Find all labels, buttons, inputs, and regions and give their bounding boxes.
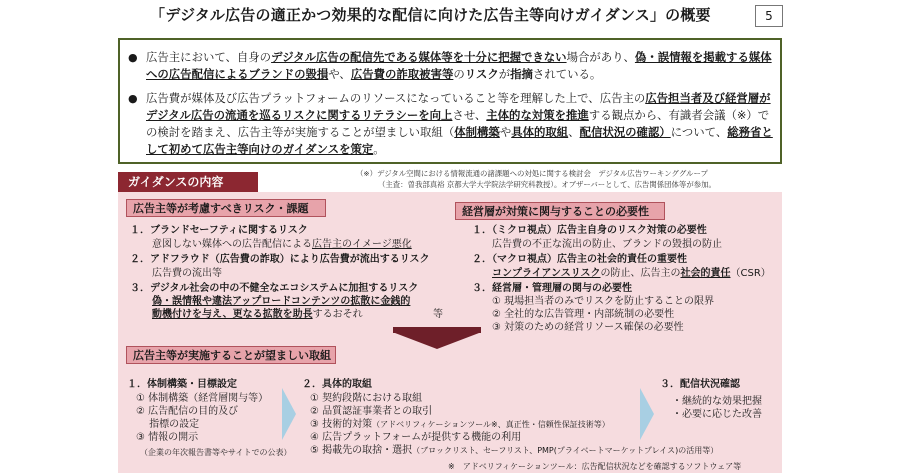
summary-run: の xyxy=(453,67,465,81)
summary-run: が xyxy=(498,67,511,81)
col1-note: （企業の年次報告書等やサイトでの公表） xyxy=(140,448,292,457)
summary-run: 体制構築 xyxy=(454,125,500,139)
col3-item-1: ・継続的な効果把握 xyxy=(672,396,762,407)
summary-bullet-2-text xyxy=(146,90,776,158)
risk-item-2-sub: 広告費の流出等 xyxy=(152,268,222,279)
summary-run: 広告担当者及び経営層がデジタル広告の流通を巡るリスクに関するリテラシーを向上 xyxy=(146,91,771,122)
summary-bullet-1 xyxy=(128,49,776,83)
risk-item-3-line3 xyxy=(152,308,363,321)
need-item-1 xyxy=(472,224,707,237)
col2-title: ２．具体的取組 xyxy=(302,379,372,390)
need-item-3 xyxy=(472,282,632,295)
bullet-icon: ● xyxy=(128,92,138,105)
col2-item-5-text: ⑤ 掲載先の取捨・選択 xyxy=(310,445,413,456)
summary-run: について、 xyxy=(670,125,728,139)
chevron-right-icon xyxy=(640,388,654,440)
footnote-line-2: （主査：曽我部真裕 京都大学大学院法学研究科教授）。オブザーバーとして、広告関係団体等が参加。 xyxy=(378,180,716,189)
risk-item-3-head: デジタル社会の中の不健全なエコシステムに加担するリスク xyxy=(150,283,419,294)
guidance-tab: ガイダンスの内容 xyxy=(118,172,258,192)
summary-run: や xyxy=(499,125,512,139)
summary-run: 偽・誤情報を掲載する媒体への広告配信によるブランドの毀損 xyxy=(146,50,772,81)
need-item-3-head: 経営層・管理層の関与の必要性 xyxy=(492,283,632,294)
col2-item-5 xyxy=(310,444,718,457)
risk-item-1-num: １． xyxy=(130,225,150,236)
col2-item-3-text: ③ 技術的対策 xyxy=(310,419,373,430)
risk-item-1-sub-underlined: 広告主のイメージ悪化 xyxy=(312,239,412,250)
col1-item-3: ③ 情報の開示 xyxy=(136,432,199,443)
summary-run: 。 xyxy=(373,142,385,156)
summary-run: 広告費が媒体及び広告プラットフォームのリソースになっていること等を理解した上で、広告主の xyxy=(146,91,646,105)
col1-title: １．体制構築・目標設定 xyxy=(127,379,237,390)
summary-run: 指摘 xyxy=(510,67,533,81)
risk-item-3 xyxy=(130,282,418,295)
need-item-1-head: （ミクロ視点）広告主自身のリスク対策の必要性 xyxy=(492,225,707,236)
need-item-2-sub xyxy=(492,267,771,280)
risk-item-2 xyxy=(130,253,430,266)
need-item-3-sub-1: ① 現場担当者のみでリスクを防止することの限界 xyxy=(492,296,714,307)
left-section-heading: 広告主等が考慮すべきリスク・課題 xyxy=(126,199,326,217)
col3-item-2: ・必要に応じた改善 xyxy=(672,409,762,420)
need-item-2-sub-underlined-2: 社会的責任 xyxy=(680,268,731,279)
col2-item-5-detail: （ブロックリスト、セーフリスト、PMP(プライベートマーケットプレイス)の活用等） xyxy=(412,446,719,455)
page-number: 5 xyxy=(755,5,783,27)
need-item-2-head: （マクロ視点）広告主の社会的責任の重要性 xyxy=(492,254,687,265)
need-item-2-sub-mid: の防止、広告主の xyxy=(600,268,681,279)
footnote-line-1: （※）デジタル空間における情報流通の諸課題への対処に関する検討会 デジタル広告ワーキンググループ xyxy=(356,169,708,178)
need-item-2-sub-tail: （CSR） xyxy=(730,268,771,279)
summary-run: リスク xyxy=(464,67,499,81)
need-item-2-num: ２． xyxy=(472,254,492,265)
col1-item-2-cont: 指標の設定 xyxy=(136,419,200,430)
summary-run: 総務省として初めて広告主等向けのガイダンスを策定 xyxy=(146,125,773,156)
summary-bullet-2 xyxy=(128,90,776,158)
summary-box xyxy=(118,38,782,164)
bottom-section-heading: 広告主等が実施することが望ましい取組 xyxy=(126,346,336,364)
summary-run: されている。 xyxy=(532,67,602,81)
down-arrow-icon xyxy=(395,333,479,349)
need-item-3-sub-3: ③ 対策のための経営リソース確保の必要性 xyxy=(492,322,684,333)
need-item-2-sub-underlined: コンプライアンスリスク xyxy=(492,268,601,279)
right-section-heading: 経営層が対策に関与することの必要性 xyxy=(455,202,665,220)
summary-run: 配信状況の確認） xyxy=(579,125,671,139)
summary-run: させ、 xyxy=(452,108,487,122)
col2-item-3 xyxy=(310,418,610,431)
summary-run: や、 xyxy=(328,67,351,81)
col3-title: ３．配信状況確認 xyxy=(660,379,740,390)
summary-run: 広告費の詐取被害等 xyxy=(350,67,454,81)
summary-run: 場合があり、 xyxy=(566,50,635,64)
risk-item-1 xyxy=(130,224,308,237)
col2-item-2: ② 品質認証事業者との取引 xyxy=(310,406,433,417)
risk-item-1-head: ブランドセーフティに関するリスク xyxy=(150,225,308,236)
risk-item-2-num: ２． xyxy=(130,254,150,265)
need-item-3-sub-2: ② 全社的な広告管理・内部統制の必要性 xyxy=(492,309,675,320)
need-item-1-sub: 広告費の不正な流出の防止、ブランドの毀損の防止 xyxy=(492,239,722,250)
bottom-footnote: ※ アドベリフィケーションツール：広告配信状況などを確認するソフトウェア等 xyxy=(448,462,742,471)
need-item-3-num: ３． xyxy=(472,283,492,294)
risk-item-3-line3-tail: するおそれ xyxy=(312,309,363,320)
risk-item-3-etc: 等 xyxy=(433,309,443,320)
col2-item-4: ④ 広告プラットフォームが提供する機能の利用 xyxy=(310,432,522,443)
risk-item-2-head: アドフラウド（広告費の詐取）により広告費が流出するリスク xyxy=(150,254,430,265)
risk-item-3-num: ３． xyxy=(130,283,150,294)
need-item-2 xyxy=(472,253,687,266)
summary-run: 具体的取組 xyxy=(511,125,569,139)
bullet-icon: ● xyxy=(128,51,138,64)
page-title: 「デジタル広告の適正かつ効果的な配信に向けた広告主等向けガイダンス」の概要 xyxy=(150,6,711,24)
risk-item-1-sub-text: 意図しない媒体への広告配信による xyxy=(152,239,312,250)
need-item-1-num: １． xyxy=(472,225,492,236)
summary-bullet-1-text xyxy=(146,49,776,83)
summary-run: 、 xyxy=(568,125,580,139)
chevron-right-icon xyxy=(282,388,296,440)
col1-item-1: ① 体制構築（経営層関与等） xyxy=(136,393,269,404)
summary-run: 広告主において、自身の xyxy=(146,50,272,64)
risk-item-1-sub xyxy=(152,238,412,251)
risk-item-3-line2: 偽・誤情報や違法アップロードコンテンツの拡散に金銭的 xyxy=(152,296,411,307)
col1-item-2: ② 広告配信の目的及び xyxy=(136,406,239,417)
summary-run: 主体的な対策を推進 xyxy=(486,108,589,122)
summary-run: デジタル広告の配信先である媒体等を十分に把握できない xyxy=(271,50,567,64)
col2-item-1: ① 契約段階における取組 xyxy=(310,393,423,404)
summary-run: する観点から、有識者会議（※）での検討を踏まえ、広告主等が実施することが望ましい取組（ xyxy=(146,108,770,139)
col2-item-3-detail: （アドベリフィケーションツール※、真正性・信頼性保証技術等） xyxy=(372,420,610,429)
risk-item-3-line3-underlined: 動機付けを与え、更なる拡散を助長 xyxy=(152,309,313,320)
